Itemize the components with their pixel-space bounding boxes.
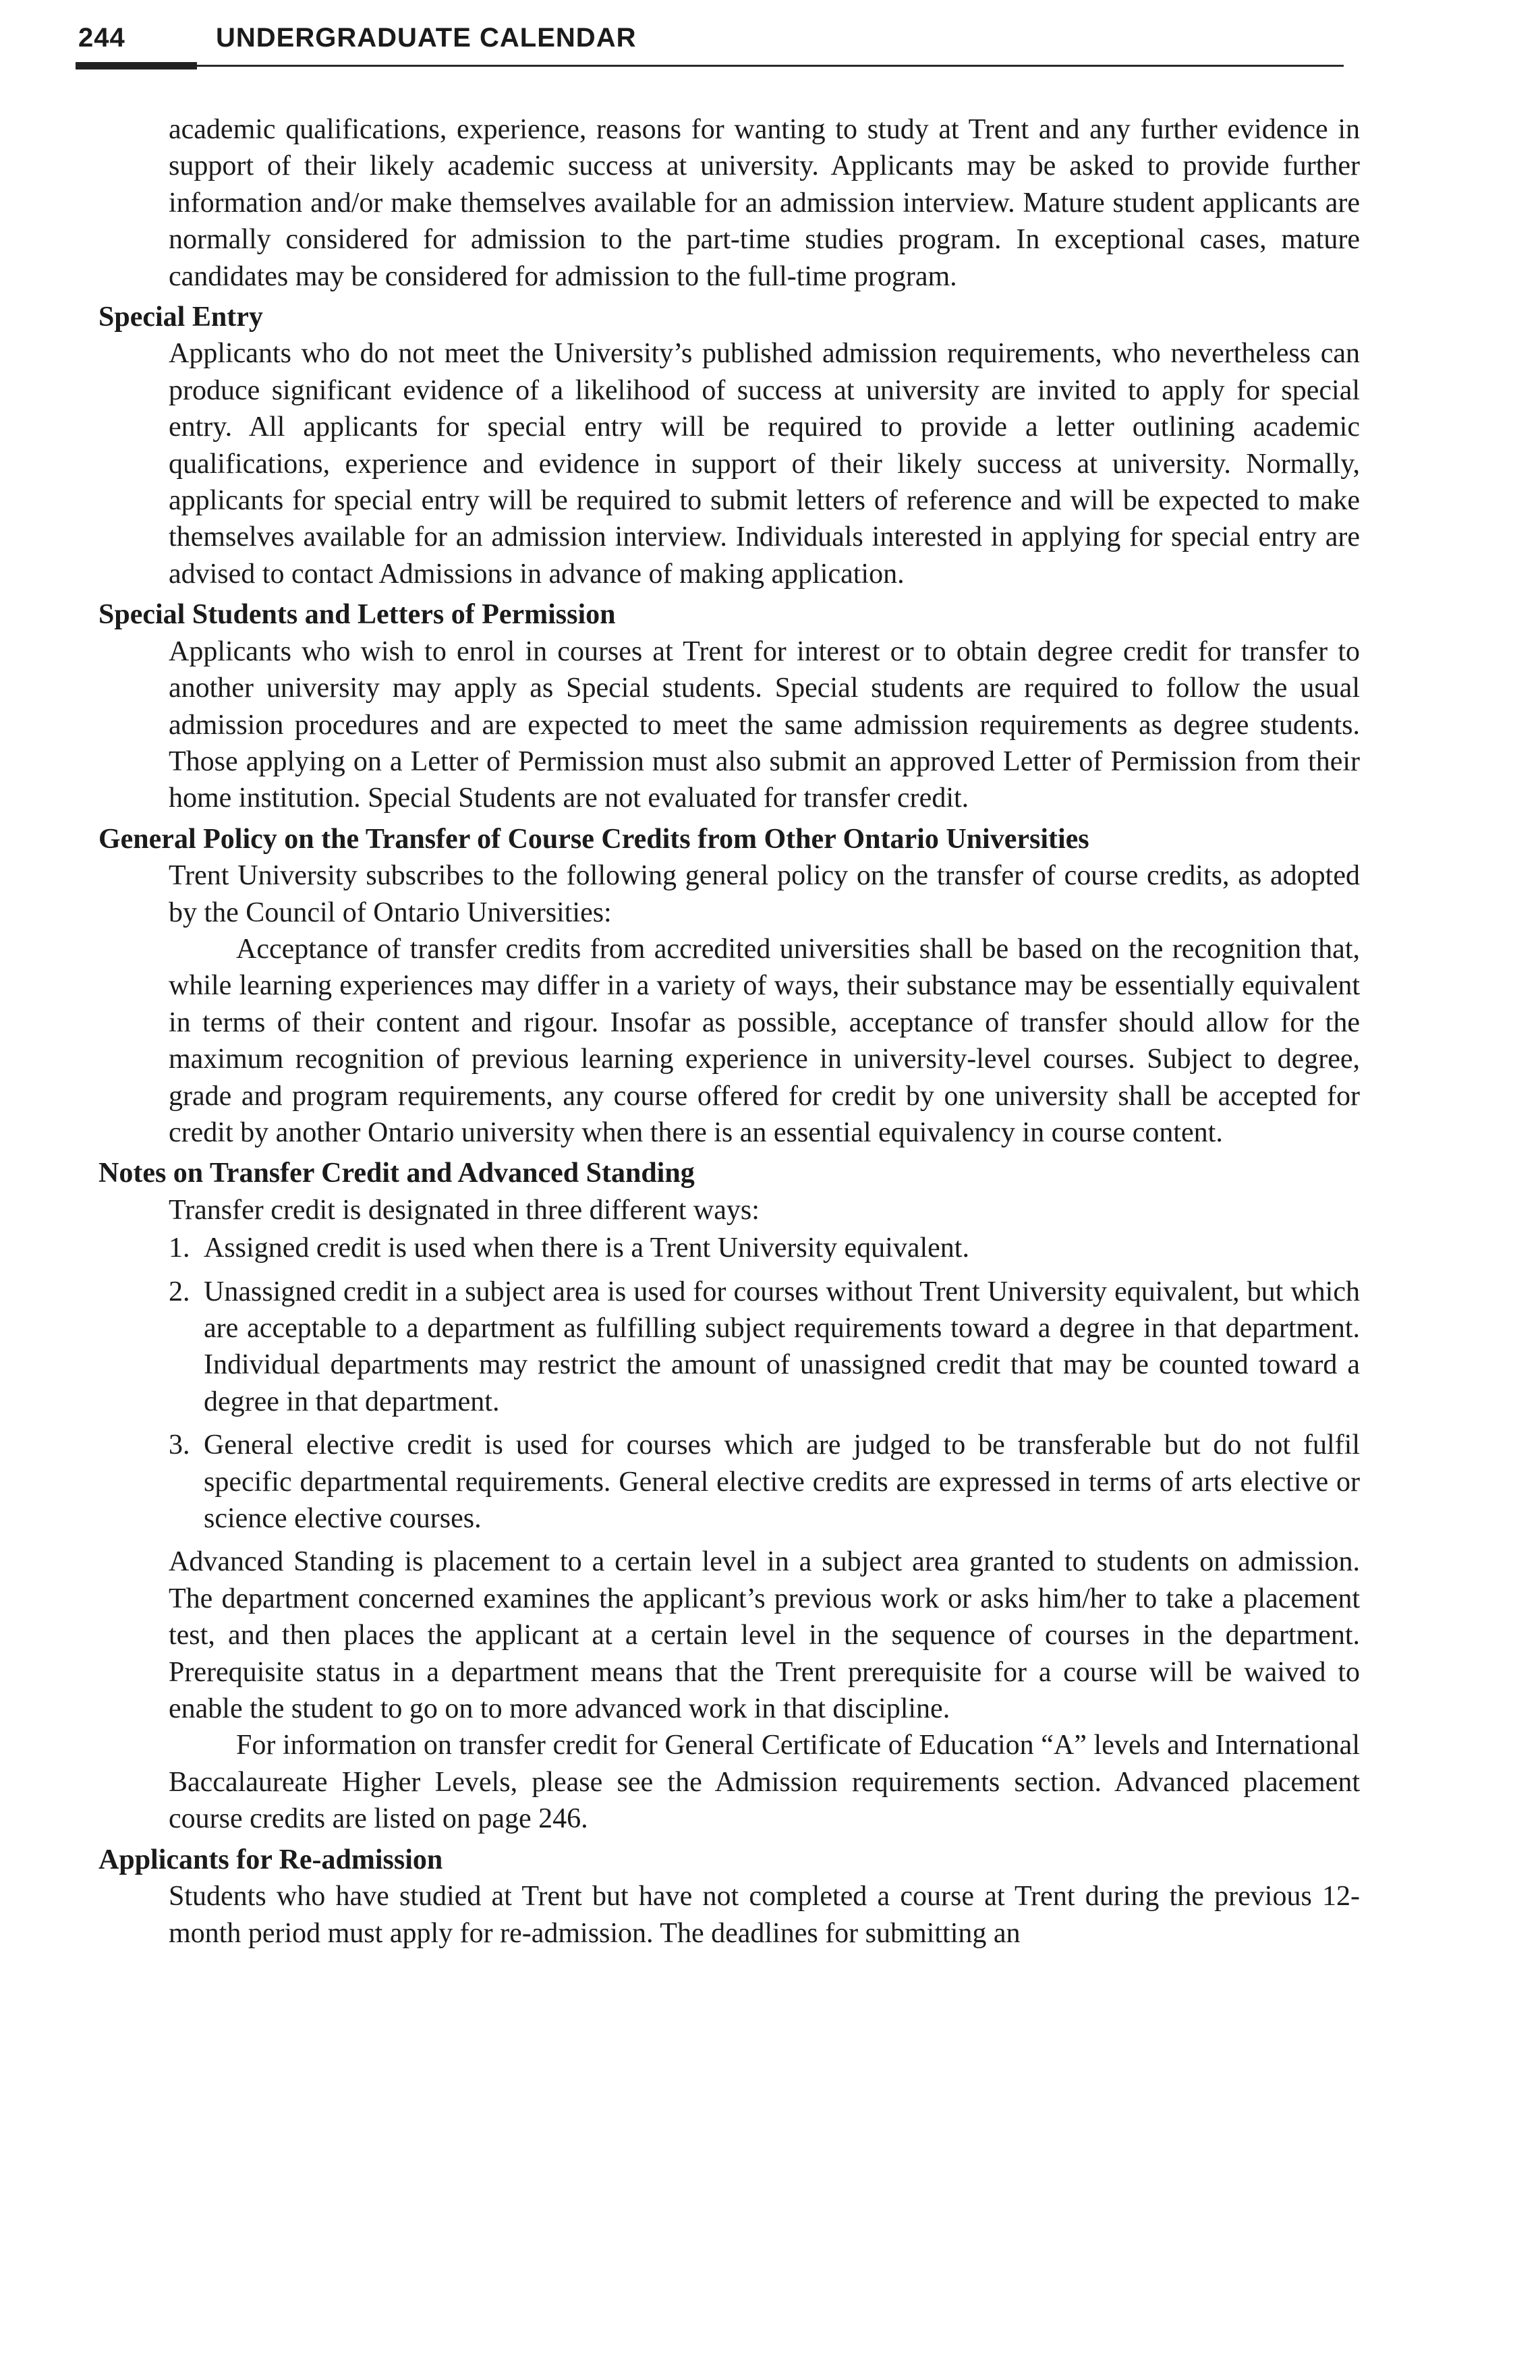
intro-paragraph: academic qualifications, experience, reasons for wanting to study at Trent and any further evidence in support of their likely academic success at university. Applicants may be asked to provide further information and/or make themselves available for an admission interview. Mature student applicants are normally considered for admission to the part-time studies program. In exceptional cases, mature candidates may be considered for admission to the full-time program. <box>169 114 1360 292</box>
notes-transfer-heading: Notes on Transfer Credit and Advanced Standing <box>98 1158 695 1189</box>
list-item-number: 1. <box>169 1232 190 1264</box>
header-rule-block <box>76 62 197 69</box>
special-students-heading: Special Students and Letters of Permission <box>98 599 616 631</box>
list-item-text: Unassigned credit in a subject area is used for courses without Trent University equivalent, but which are acceptable to a department as fulfilling subject requirements toward a degree in that department. Individual departments may restrict the amount of unassigned credit that may be counted toward a degree in that department. <box>204 1276 1360 1417</box>
running-head: UNDERGRADUATE CALENDAR <box>216 23 637 53</box>
list-item-text: Assigned credit is used when there is a Trent University equivalent. <box>204 1232 969 1264</box>
list-item <box>169 1427 1360 1537</box>
readmission-paragraph: Students who have studied at Trent but have not completed a course at Trent during the previous 12-month period must apply for re-admission. The deadlines for submitting an <box>169 1881 1360 1949</box>
list-item-number: 3. <box>169 1429 190 1461</box>
special-entry-paragraph: Applicants who do not meet the University’s published admission requirements, who nevertheless can produce significant evidence of a likelihood of success at university are invited to apply for special entry. All applicants for special entry will be required to provide a letter outlining academic qualifications, experience and evidence in support of their likely success at university. Normally, applicants for special entry will be required to submit letters of reference and will be expected to make themselves available for an admission interview. Individuals interested in applying for special entry are advised to contact Admissions in advance of making application. <box>169 338 1360 590</box>
list-item <box>169 1274 1360 1421</box>
notes-transfer-intro: Transfer credit is designated in three different ways: <box>169 1194 760 1226</box>
general-policy-quote: Acceptance of transfer credits from accredited universities shall be based on the recognition that, while learning experiences may differ in a variety of ways, their substance may be essentially equivalent in terms of their content and rigour. Insofar as possible, acceptance of transfer should allow for the maximum recognition of previous learning experience in university-level courses. Subject to degree, grade and program requirements, any course offered for credit by one university shall be accepted for credit by another Ontario university when there is an essential equivalency in course content. <box>169 933 1360 1148</box>
list-item-number: 2. <box>169 1276 190 1307</box>
page-number: 244 <box>78 23 125 53</box>
transfer-credit-list <box>169 1230 1360 1537</box>
list-item-text: General elective credit is used for courses which are judged to be transferable but do not fulfil specific departmental requirements. General elective credits are expressed in terms of arts elective or science elective courses. <box>204 1429 1360 1535</box>
special-students-paragraph: Applicants who wish to enrol in courses at Trent for interest or to obtain degree credit for transfer to another university may apply as Special students. Special students are required to follow the usual admission procedures and are expected to meet the same admission requirements as degree students. Those applying on a Letter of Permission must also submit an approved Letter of Permission from their home institution. Special Students are not evaluated for transfer credit. <box>169 635 1360 814</box>
readmission-heading: Applicants for Re-admission <box>98 1844 443 1875</box>
header-rule <box>76 65 1344 67</box>
special-entry-heading: Special Entry <box>98 302 263 333</box>
page-header <box>76 20 1344 74</box>
list-item <box>169 1230 1360 1266</box>
general-policy-paragraph: Trent University subscribes to the following general policy on the transfer of course credits, as adopted by the Council of Ontario Universities: <box>169 860 1360 928</box>
advanced-standing-paragraph: Advanced Standing is placement to a certain level in a subject area granted to students on admission. The department concerned examines the applicant’s previous work or asks him/her to take a placement test, and then places the applicant at a certain level in the sequence of courses in the department. Prerequisite status in a department means that the Trent prerequisite for a course will be waived to enable the student to go on to more advanced work in that discipline. <box>169 1546 1360 1725</box>
general-policy-heading: General Policy on the Transfer of Course Credits from Other Ontario Universities <box>98 823 1089 855</box>
transfer-information-paragraph: For information on transfer credit for General Certificate of Education “A” levels and International Baccalaureate Higher Levels, please see the Admission requirements section. Advanced placement course credits are listed on page 246. <box>169 1730 1360 1835</box>
page-body <box>98 111 1360 1952</box>
